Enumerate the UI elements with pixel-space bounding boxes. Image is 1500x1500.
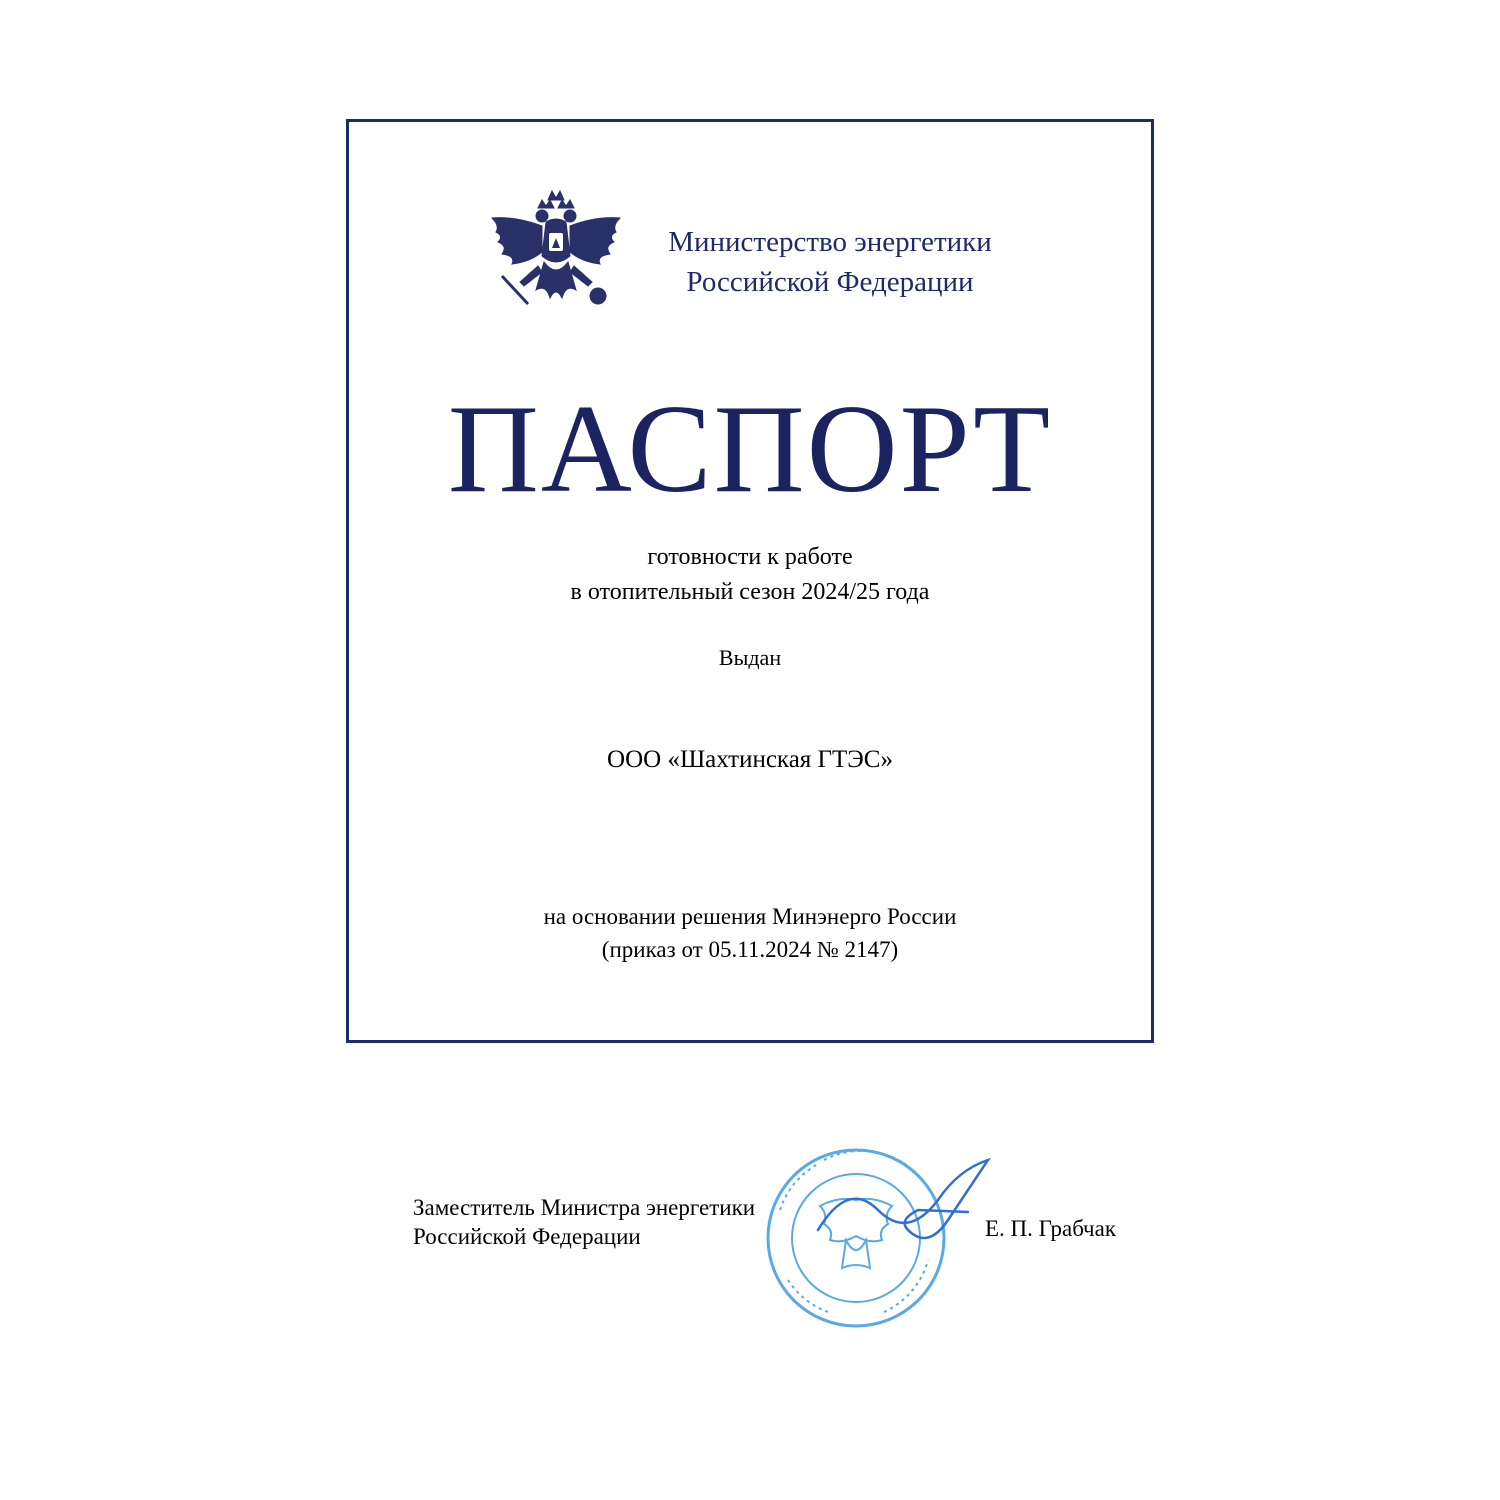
ministry-line-2: Российской Федерации: [686, 266, 974, 298]
basis-line-1: на основании решения Минэнерго России: [543, 904, 957, 929]
ministry-line-1: Министерство энергетики: [668, 226, 992, 258]
issued-label: Выдан: [718, 645, 782, 670]
organization-name: ООО «Шахтинская ГТЭС»: [607, 746, 893, 773]
ministry-name: [640, 222, 1020, 302]
subtitle-line-2: в отопительный сезон 2024/25 года: [570, 579, 930, 605]
subtitle-line-1: готовности к работе: [647, 544, 853, 570]
basis-text: [346, 900, 1154, 966]
signatory-position-line-1: Заместитель Министра энергетики: [413, 1195, 756, 1220]
signatory-name: Е. П. Грабчак: [985, 1216, 1116, 1241]
coat-of-arms-icon: [486, 186, 626, 326]
signatory-position-line-2: Российской Федерации: [413, 1224, 641, 1249]
basis-line-2: (приказ от 05.11.2024 № 2147): [601, 937, 899, 962]
official-seal-icon: [758, 1140, 1008, 1330]
signatory-position: [413, 1193, 813, 1251]
document-subtitle: [480, 540, 1020, 610]
document-title: ПАСПОРТ: [447, 380, 1053, 519]
